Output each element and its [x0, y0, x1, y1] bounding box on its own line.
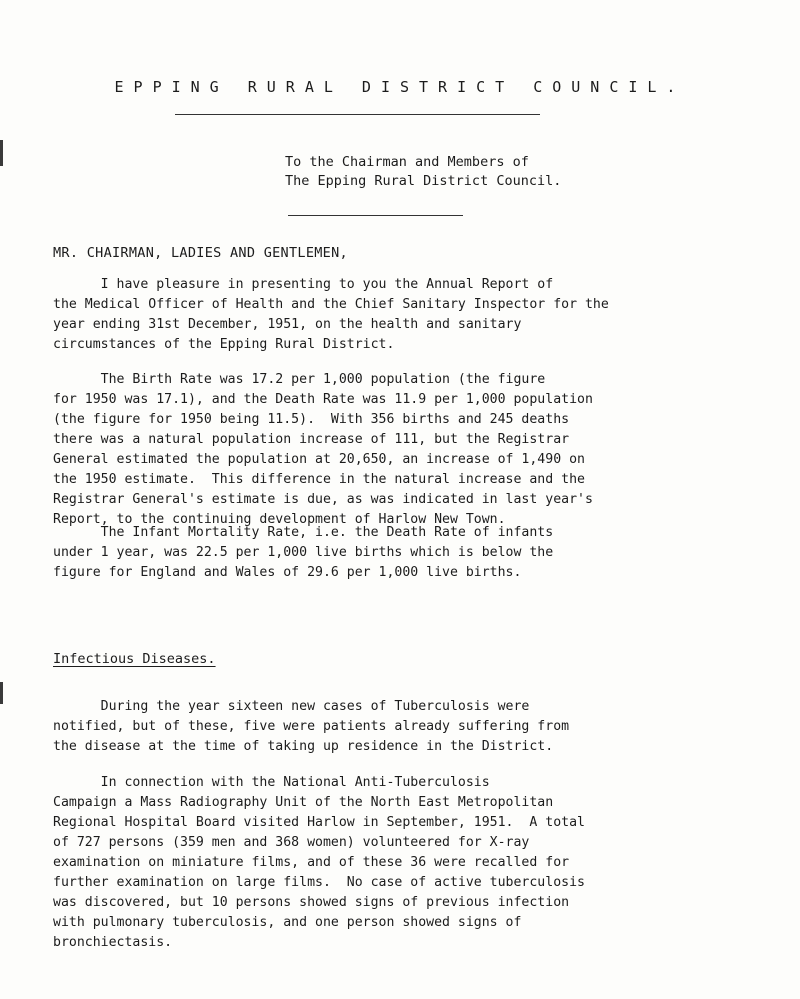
- text-line: year ending 31st December, 1951, on the health and sanitary: [53, 317, 522, 332]
- text-line: with pulmonary tuberculosis, and one person showed signs of: [53, 915, 522, 930]
- text-line: Report, to the continuing development of Harlow New Town.: [53, 512, 506, 527]
- text-line: was discovered, but 10 persons showed signs of previous infection: [53, 895, 570, 910]
- text-line: the disease at the time of taking up residence in the District.: [53, 739, 554, 754]
- text-line: of 727 persons (359 men and 368 women) volunteered for X-ray: [53, 835, 530, 850]
- address-block: [285, 153, 561, 191]
- radiography-paragraph: [53, 773, 773, 953]
- text-line: circumstances of the Epping Rural District.: [53, 337, 395, 352]
- council-heading: EPPING RURAL DISTRICT COUNCIL.: [114, 78, 686, 96]
- text-line: the Medical Officer of Health and the Chief Sanitary Inspector for the: [53, 297, 609, 312]
- text-line: (the figure for 1950 being 11.5). With 356 births and 245 deaths: [53, 412, 570, 427]
- text-line: under 1 year, was 22.5 per 1,000 live births which is below the: [53, 545, 554, 560]
- infectious-diseases-heading: Infectious Diseases.: [53, 651, 216, 667]
- intro-paragraph: [53, 275, 773, 355]
- text-line: Campaign a Mass Radiography Unit of the North East Metropolitan: [53, 795, 554, 810]
- text-line: further examination on large films. No case of active tuberculosis: [53, 875, 585, 890]
- text-line: I have pleasure in presenting to you the Annual Report of: [53, 277, 554, 292]
- infant-mortality-paragraph: [53, 523, 773, 583]
- text-line: the 1950 estimate. This difference in the natural increase and the: [53, 472, 585, 487]
- text-line: In connection with the National Anti-Tuberculosis: [53, 775, 490, 790]
- text-line: there was a natural population increase of 111, but the Registrar: [53, 432, 570, 447]
- text-line: Registrar General's estimate is due, as was indicated in last year's: [53, 492, 593, 507]
- text-line: bronchiectasis.: [53, 935, 173, 950]
- text-line: figure for England and Wales of 29.6 per 1,000 live births.: [53, 565, 522, 580]
- birth-rate-paragraph: [53, 370, 773, 530]
- text-line: examination on miniature films, and of these 36 were recalled for: [53, 855, 570, 870]
- address-divider: [288, 215, 463, 216]
- text-line: Regional Hospital Board visited Harlow in September, 1951. A total: [53, 815, 585, 830]
- address-line: To the Chairman and Members of: [285, 154, 529, 170]
- text-line: The Birth Rate was 17.2 per 1,000 population (the figure: [53, 372, 546, 387]
- address-line: The Epping Rural District Council.: [285, 173, 562, 189]
- text-line: notified, but of these, five were patients already suffering from: [53, 719, 570, 734]
- text-line: General estimated the population at 20,650, an increase of 1,490 on: [53, 452, 585, 467]
- tuberculosis-paragraph: [53, 697, 773, 757]
- heading-divider: [175, 114, 540, 115]
- text-line: During the year sixteen new cases of Tuberculosis were: [53, 699, 530, 714]
- salutation: MR. CHAIRMAN, LADIES AND GENTLEMEN,: [53, 245, 348, 261]
- text-line: The Infant Mortality Rate, i.e. the Death Rate of infants: [53, 525, 554, 540]
- page-edge-mark: [0, 140, 3, 166]
- page-edge-mark: [0, 682, 3, 704]
- text-line: for 1950 was 17.1), and the Death Rate was 11.9 per 1,000 population: [53, 392, 593, 407]
